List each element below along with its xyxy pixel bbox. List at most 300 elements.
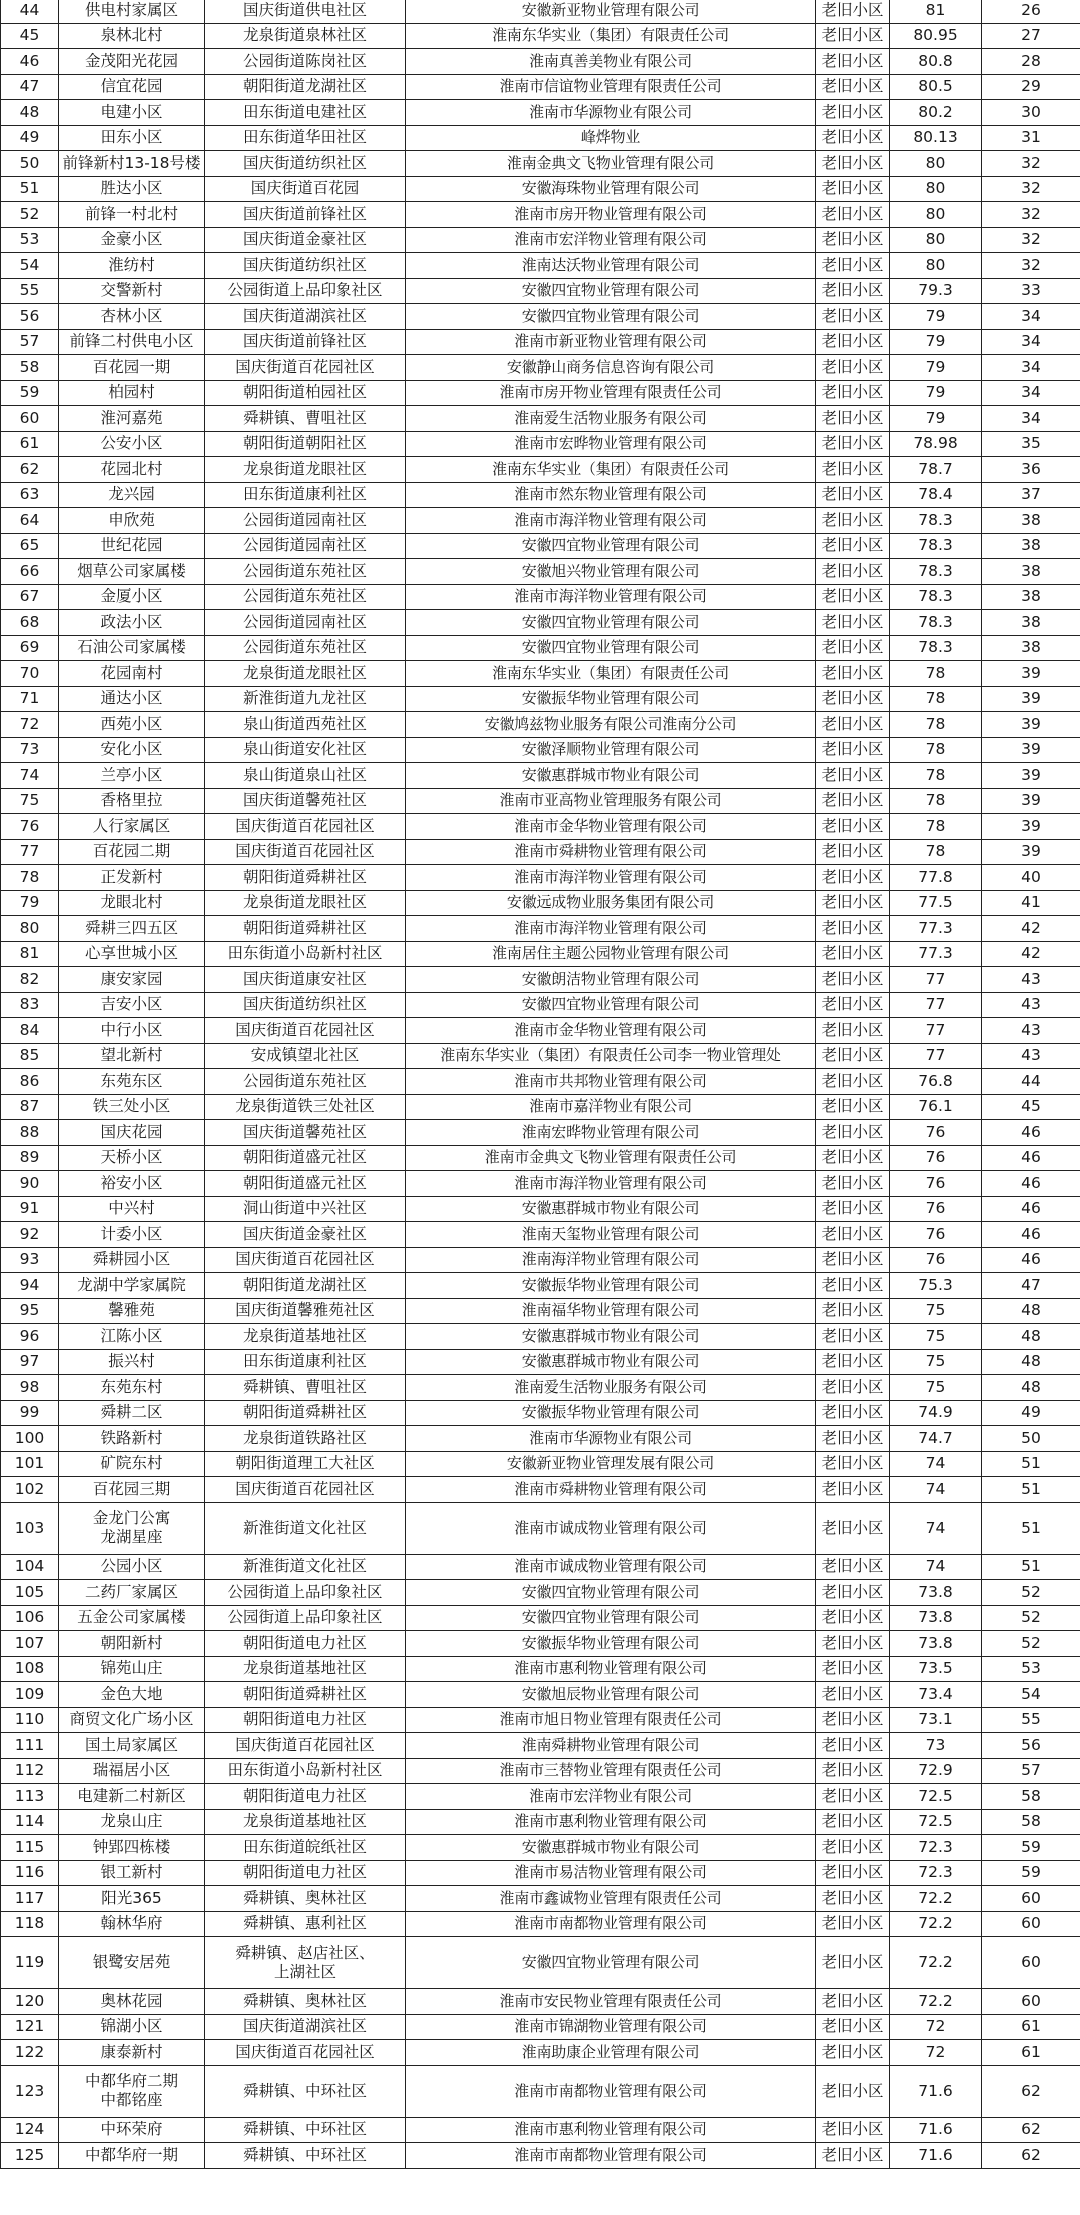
rank-cell: 43: [982, 992, 1080, 1018]
street-community-cell: 国庆街道纺织社区: [205, 253, 406, 279]
category-cell: 老旧小区: [816, 533, 890, 559]
category-cell: 老旧小区: [816, 2143, 890, 2169]
property-company-cell: 淮南市三替物业管理有限责任公司: [406, 1758, 816, 1784]
community-name-cell: 申欣苑: [59, 508, 205, 534]
row-number-cell: 103: [1, 1502, 59, 1554]
rank-cell: 39: [982, 686, 1080, 712]
rank-cell: 30: [982, 100, 1080, 126]
row-number-cell: 50: [1, 151, 59, 177]
property-company-cell: 安徽新亚物业管理有限公司: [406, 0, 816, 23]
table-row: [1, 1682, 1080, 1708]
row-number-cell: 73: [1, 737, 59, 763]
table-row: [1, 1937, 1080, 1989]
score-cell: 71.6: [890, 2143, 982, 2169]
table-row: [1, 992, 1080, 1018]
rank-cell: 46: [982, 1171, 1080, 1197]
score-cell: 75: [890, 1375, 982, 1401]
property-company-cell: 安徽四宜物业管理有限公司: [406, 635, 816, 661]
street-community-cell: 国庆街道百花园社区: [205, 355, 406, 381]
street-community-cell: 舜耕镇、赵店社区、 上湖社区: [205, 1937, 406, 1989]
table-row: [1, 1758, 1080, 1784]
rank-cell: 62: [982, 2143, 1080, 2169]
street-community-cell: 公园街道东苑社区: [205, 635, 406, 661]
community-name-cell: 东苑东村: [59, 1375, 205, 1401]
row-number-cell: 56: [1, 304, 59, 330]
row-number-cell: 53: [1, 227, 59, 253]
rank-cell: 58: [982, 1809, 1080, 1835]
score-cell: 76.1: [890, 1094, 982, 1120]
rank-cell: 32: [982, 176, 1080, 202]
row-number-cell: 58: [1, 355, 59, 381]
rank-cell: 32: [982, 151, 1080, 177]
row-number-cell: 85: [1, 1043, 59, 1069]
community-name-cell: 电建新二村新区: [59, 1784, 205, 1810]
property-company-cell: 淮南市金华物业管理有限公司: [406, 1018, 816, 1044]
community-name-cell: 金茂阳光花园: [59, 49, 205, 75]
category-cell: 老旧小区: [816, 1094, 890, 1120]
category-cell: 老旧小区: [816, 23, 890, 49]
property-company-cell: 淮南居住主题公园物业管理有限公司: [406, 941, 816, 967]
street-community-cell: 国庆街道百花园社区: [205, 839, 406, 865]
row-number-cell: 66: [1, 559, 59, 585]
property-company-cell: 淮南东华实业（集团）有限责任公司: [406, 457, 816, 483]
property-company-cell: 淮南市宏洋物业管理有限公司: [406, 227, 816, 253]
property-company-cell: 淮南天玺物业管理有限公司: [406, 1222, 816, 1248]
property-company-cell: 淮南市然东物业管理有限公司: [406, 482, 816, 508]
street-community-cell: 龙泉街道铁三处社区: [205, 1094, 406, 1120]
property-company-cell: 淮南市舜耕物业管理有限公司: [406, 1477, 816, 1503]
row-number-cell: 69: [1, 635, 59, 661]
table-row: [1, 1580, 1080, 1606]
row-number-cell: 64: [1, 508, 59, 534]
community-name-cell: 石油公司家属楼: [59, 635, 205, 661]
property-company-cell: 淮南市房开物业管理有限责任公司: [406, 380, 816, 406]
property-company-cell: 安徽四宜物业管理有限公司: [406, 533, 816, 559]
community-name-cell: 奥林花园: [59, 1989, 205, 2015]
street-community-cell: 朝阳街道龙湖社区: [205, 74, 406, 100]
score-cell: 78: [890, 712, 982, 738]
row-number-cell: 121: [1, 2014, 59, 2040]
community-name-cell: 翰林华府: [59, 1911, 205, 1937]
property-company-cell: 淮南助康企业管理有限公司: [406, 2040, 816, 2066]
community-name-cell: 前锋二村供电小区: [59, 329, 205, 355]
category-cell: 老旧小区: [816, 508, 890, 534]
property-company-cell: 淮南市南都物业管理有限公司: [406, 1911, 816, 1937]
property-company-cell: 安徽静山商务信息咨询有限公司: [406, 355, 816, 381]
score-cell: 73.8: [890, 1631, 982, 1657]
score-cell: 78: [890, 839, 982, 865]
community-name-cell: 龙兴园: [59, 482, 205, 508]
rank-cell: 46: [982, 1120, 1080, 1146]
street-community-cell: 朝阳街道电力社区: [205, 1707, 406, 1733]
street-community-cell: 公园街道东苑社区: [205, 559, 406, 585]
table-row: [1, 1631, 1080, 1657]
community-name-cell: 金色大地: [59, 1682, 205, 1708]
street-community-cell: 国庆街道百花园社区: [205, 2040, 406, 2066]
table-row: [1, 1886, 1080, 1912]
row-number-cell: 94: [1, 1273, 59, 1299]
rank-cell: 43: [982, 1043, 1080, 1069]
table-row: [1, 1298, 1080, 1324]
street-community-cell: 国庆街道纺织社区: [205, 992, 406, 1018]
property-company-cell: 淮南市嘉洋物业有限公司: [406, 1094, 816, 1120]
category-cell: 老旧小区: [816, 1400, 890, 1426]
community-name-cell: 金豪小区: [59, 227, 205, 253]
score-cell: 78.3: [890, 610, 982, 636]
row-number-cell: 118: [1, 1911, 59, 1937]
street-community-cell: 公园街道园南社区: [205, 610, 406, 636]
category-cell: 老旧小区: [816, 1247, 890, 1273]
score-cell: 73.1: [890, 1707, 982, 1733]
category-cell: 老旧小区: [816, 610, 890, 636]
community-name-cell: 锦苑山庄: [59, 1656, 205, 1682]
property-company-cell: 淮南市南都物业管理有限公司: [406, 2143, 816, 2169]
row-number-cell: 86: [1, 1069, 59, 1095]
street-community-cell: 新淮街道文化社区: [205, 1554, 406, 1580]
row-number-cell: 100: [1, 1426, 59, 1452]
rank-cell: 61: [982, 2040, 1080, 2066]
property-company-cell: 安徽振华物业管理有限公司: [406, 1400, 816, 1426]
rank-cell: 36: [982, 457, 1080, 483]
street-community-cell: 公园街道上品印象社区: [205, 1580, 406, 1606]
community-name-cell: 正发新村: [59, 865, 205, 891]
property-company-cell: 淮南舜耕物业管理有限公司: [406, 1733, 816, 1759]
row-number-cell: 104: [1, 1554, 59, 1580]
row-number-cell: 123: [1, 2065, 59, 2117]
rank-cell: 60: [982, 1911, 1080, 1937]
score-cell: 76: [890, 1196, 982, 1222]
community-name-cell: 计委小区: [59, 1222, 205, 1248]
score-cell: 72.5: [890, 1784, 982, 1810]
table-row: [1, 890, 1080, 916]
score-cell: 72.3: [890, 1860, 982, 1886]
street-community-cell: 朝阳街道龙湖社区: [205, 1273, 406, 1299]
community-name-cell: 振兴村: [59, 1349, 205, 1375]
row-number-cell: 71: [1, 686, 59, 712]
property-company-cell: 安徽四宜物业管理有限公司: [406, 610, 816, 636]
community-name-cell: 百花园一期: [59, 355, 205, 381]
score-cell: 81: [890, 0, 982, 23]
community-name-cell: 人行家属区: [59, 814, 205, 840]
street-community-cell: 朝阳街道理工大社区: [205, 1451, 406, 1477]
score-cell: 78: [890, 737, 982, 763]
community-name-cell: 柏园村: [59, 380, 205, 406]
property-company-cell: 淮南市华源物业有限公司: [406, 1426, 816, 1452]
rank-cell: 52: [982, 1580, 1080, 1606]
table-row: [1, 1349, 1080, 1375]
rank-cell: 39: [982, 788, 1080, 814]
row-number-cell: 112: [1, 1758, 59, 1784]
community-name-cell: 裕安小区: [59, 1171, 205, 1197]
table-row: [1, 1477, 1080, 1503]
score-cell: 80.2: [890, 100, 982, 126]
table-row: [1, 1451, 1080, 1477]
rank-cell: 38: [982, 559, 1080, 585]
row-number-cell: 105: [1, 1580, 59, 1606]
street-community-cell: 公园街道园南社区: [205, 508, 406, 534]
rank-cell: 60: [982, 1989, 1080, 2015]
community-name-cell: 公安小区: [59, 431, 205, 457]
table-row: [1, 967, 1080, 993]
category-cell: 老旧小区: [816, 1196, 890, 1222]
community-name-cell: 中环荣府: [59, 2117, 205, 2143]
street-community-cell: 国庆街道百花园社区: [205, 1018, 406, 1044]
category-cell: 老旧小区: [816, 788, 890, 814]
property-company-cell: 淮南市鑫诚物业管理有限责任公司: [406, 1886, 816, 1912]
property-company-cell: 淮南东华实业（集团）有限责任公司: [406, 23, 816, 49]
community-name-cell: 铁三处小区: [59, 1094, 205, 1120]
score-cell: 73.8: [890, 1605, 982, 1631]
rank-cell: 38: [982, 610, 1080, 636]
row-number-cell: 93: [1, 1247, 59, 1273]
row-number-cell: 97: [1, 1349, 59, 1375]
table-row: [1, 1324, 1080, 1350]
community-name-cell: 中兴村: [59, 1196, 205, 1222]
score-cell: 79.3: [890, 278, 982, 304]
table-row: [1, 1989, 1080, 2015]
category-cell: 老旧小区: [816, 151, 890, 177]
category-cell: 老旧小区: [816, 1375, 890, 1401]
table-row: [1, 1707, 1080, 1733]
street-community-cell: 国庆街道康安社区: [205, 967, 406, 993]
street-community-cell: 龙泉街道铁路社区: [205, 1426, 406, 1452]
row-number-cell: 107: [1, 1631, 59, 1657]
row-number-cell: 106: [1, 1605, 59, 1631]
category-cell: 老旧小区: [816, 1656, 890, 1682]
category-cell: 老旧小区: [816, 1018, 890, 1044]
rank-cell: 50: [982, 1426, 1080, 1452]
score-cell: 80: [890, 202, 982, 228]
community-name-cell: 信宜花园: [59, 74, 205, 100]
row-number-cell: 61: [1, 431, 59, 457]
street-community-cell: 龙泉街道基地社区: [205, 1324, 406, 1350]
score-cell: 76: [890, 1145, 982, 1171]
community-name-cell: 铁路新村: [59, 1426, 205, 1452]
street-community-cell: 泉山街道安化社区: [205, 737, 406, 763]
property-company-cell: 安徽振华物业管理有限公司: [406, 686, 816, 712]
category-cell: 老旧小区: [816, 712, 890, 738]
category-cell: 老旧小区: [816, 1349, 890, 1375]
street-community-cell: 朝阳街道电力社区: [205, 1860, 406, 1886]
category-cell: 老旧小区: [816, 967, 890, 993]
category-cell: 老旧小区: [816, 1324, 890, 1350]
table-row: [1, 1400, 1080, 1426]
community-name-cell: 龙泉山庄: [59, 1809, 205, 1835]
category-cell: 老旧小区: [816, 992, 890, 1018]
row-number-cell: 76: [1, 814, 59, 840]
rank-cell: 58: [982, 1784, 1080, 1810]
row-number-cell: 108: [1, 1656, 59, 1682]
community-name-cell: 世纪花园: [59, 533, 205, 559]
score-cell: 80: [890, 151, 982, 177]
score-cell: 72.3: [890, 1835, 982, 1861]
category-cell: 老旧小区: [816, 202, 890, 228]
row-number-cell: 80: [1, 916, 59, 942]
table-row: [1, 100, 1080, 126]
score-cell: 77: [890, 992, 982, 1018]
row-number-cell: 92: [1, 1222, 59, 1248]
table-row: [1, 839, 1080, 865]
street-community-cell: 国庆街道馨苑社区: [205, 1120, 406, 1146]
property-company-cell: 淮南市房开物业管理有限公司: [406, 202, 816, 228]
street-community-cell: 国庆街道馨苑社区: [205, 788, 406, 814]
street-community-cell: 舜耕镇、中环社区: [205, 2117, 406, 2143]
score-cell: 78: [890, 661, 982, 687]
street-community-cell: 公园街道上品印象社区: [205, 278, 406, 304]
score-cell: 74.7: [890, 1426, 982, 1452]
property-company-cell: 安徽四宜物业管理有限公司: [406, 1580, 816, 1606]
category-cell: 老旧小区: [816, 686, 890, 712]
category-cell: 老旧小区: [816, 227, 890, 253]
category-cell: 老旧小区: [816, 737, 890, 763]
table-row: [1, 814, 1080, 840]
score-cell: 72: [890, 2014, 982, 2040]
street-community-cell: 田东街道华田社区: [205, 125, 406, 151]
table-row: [1, 2014, 1080, 2040]
property-company-cell: 安徽新亚物业管理发展有限公司: [406, 1451, 816, 1477]
rank-cell: 32: [982, 253, 1080, 279]
table-row: [1, 712, 1080, 738]
table-row: [1, 1835, 1080, 1861]
score-cell: 76.8: [890, 1069, 982, 1095]
table-row: [1, 202, 1080, 228]
score-cell: 74: [890, 1477, 982, 1503]
table-row: [1, 686, 1080, 712]
community-name-cell: 心享世城小区: [59, 941, 205, 967]
row-number-cell: 46: [1, 49, 59, 75]
rank-cell: 51: [982, 1502, 1080, 1554]
category-cell: 老旧小区: [816, 1120, 890, 1146]
property-company-cell: 安徽惠群城市物业有限公司: [406, 1196, 816, 1222]
property-company-cell: 淮南东华实业（集团）有限责任公司李一物业管理处: [406, 1043, 816, 1069]
category-cell: 老旧小区: [816, 457, 890, 483]
property-company-cell: 淮南市海洋物业管理有限公司: [406, 1171, 816, 1197]
table-row: [1, 1911, 1080, 1937]
community-name-cell: 安化小区: [59, 737, 205, 763]
community-name-cell: 公园小区: [59, 1554, 205, 1580]
score-cell: 75: [890, 1349, 982, 1375]
table-row: [1, 1171, 1080, 1197]
row-number-cell: 68: [1, 610, 59, 636]
street-community-cell: 国庆街道百花园社区: [205, 1477, 406, 1503]
score-cell: 77.8: [890, 865, 982, 891]
street-community-cell: 朝阳街道舜耕社区: [205, 865, 406, 891]
street-community-cell: 朝阳街道盛元社区: [205, 1145, 406, 1171]
category-cell: 老旧小区: [816, 1145, 890, 1171]
community-name-cell: 银鹭安居苑: [59, 1937, 205, 1989]
property-company-cell: 淮南金典文飞物业管理有限公司: [406, 151, 816, 177]
category-cell: 老旧小区: [816, 814, 890, 840]
rank-cell: 59: [982, 1860, 1080, 1886]
rank-cell: 34: [982, 355, 1080, 381]
row-number-cell: 70: [1, 661, 59, 687]
street-community-cell: 舜耕镇、曹咀社区: [205, 406, 406, 432]
street-community-cell: 公园街道上品印象社区: [205, 1605, 406, 1631]
street-community-cell: 公园街道陈岗社区: [205, 49, 406, 75]
row-number-cell: 91: [1, 1196, 59, 1222]
table-row: [1, 763, 1080, 789]
row-number-cell: 65: [1, 533, 59, 559]
street-community-cell: 新淮街道文化社区: [205, 1502, 406, 1554]
table-row: [1, 2117, 1080, 2143]
community-name-cell: 百花园三期: [59, 1477, 205, 1503]
rank-cell: 48: [982, 1298, 1080, 1324]
street-community-cell: 国庆街道纺织社区: [205, 151, 406, 177]
row-number-cell: 77: [1, 839, 59, 865]
category-cell: 老旧小区: [816, 1835, 890, 1861]
rank-cell: 39: [982, 763, 1080, 789]
rank-cell: 46: [982, 1222, 1080, 1248]
property-company-cell: 淮南市华源物业有限公司: [406, 100, 816, 126]
property-company-cell: 安徽朗洁物业管理有限公司: [406, 967, 816, 993]
street-community-cell: 舜耕镇、中环社区: [205, 2143, 406, 2169]
score-cell: 73.5: [890, 1656, 982, 1682]
street-community-cell: 朝阳街道盛元社区: [205, 1171, 406, 1197]
table-row: [1, 2065, 1080, 2117]
street-community-cell: 朝阳街道舜耕社区: [205, 1400, 406, 1426]
table-row: [1, 176, 1080, 202]
rank-cell: 42: [982, 941, 1080, 967]
table-row: [1, 304, 1080, 330]
category-cell: 老旧小区: [816, 431, 890, 457]
score-cell: 77: [890, 1043, 982, 1069]
street-community-cell: 田东街道小岛新村社区: [205, 1758, 406, 1784]
score-cell: 79: [890, 304, 982, 330]
property-company-cell: 淮南市舜耕物业管理有限公司: [406, 839, 816, 865]
community-name-cell: 政法小区: [59, 610, 205, 636]
category-cell: 老旧小区: [816, 176, 890, 202]
community-name-cell: 康泰新村: [59, 2040, 205, 2066]
table-row: [1, 23, 1080, 49]
street-community-cell: 舜耕镇、惠利社区: [205, 1911, 406, 1937]
rank-cell: 34: [982, 406, 1080, 432]
score-cell: 78.3: [890, 508, 982, 534]
category-cell: 老旧小区: [816, 1707, 890, 1733]
score-cell: 80: [890, 253, 982, 279]
community-name-cell: 前锋新村13-18号楼: [59, 151, 205, 177]
rank-cell: 56: [982, 1733, 1080, 1759]
category-cell: 老旧小区: [816, 763, 890, 789]
table-row: [1, 533, 1080, 559]
score-cell: 72.5: [890, 1809, 982, 1835]
street-community-cell: 朝阳街道电力社区: [205, 1631, 406, 1657]
rank-cell: 55: [982, 1707, 1080, 1733]
row-number-cell: 125: [1, 2143, 59, 2169]
category-cell: 老旧小区: [816, 278, 890, 304]
property-company-cell: 安徽惠群城市物业有限公司: [406, 1349, 816, 1375]
category-cell: 老旧小区: [816, 1426, 890, 1452]
category-cell: 老旧小区: [816, 1989, 890, 2015]
category-cell: 老旧小区: [816, 2014, 890, 2040]
street-community-cell: 舜耕镇、奥林社区: [205, 1886, 406, 1912]
property-company-cell: 安徽鸠兹物业服务有限公司淮南分公司: [406, 712, 816, 738]
score-cell: 78.7: [890, 457, 982, 483]
rank-cell: 34: [982, 304, 1080, 330]
rank-cell: 51: [982, 1451, 1080, 1477]
row-number-cell: 115: [1, 1835, 59, 1861]
score-cell: 77: [890, 967, 982, 993]
rank-cell: 41: [982, 890, 1080, 916]
score-cell: 78.3: [890, 584, 982, 610]
table-row: [1, 278, 1080, 304]
category-cell: 老旧小区: [816, 1758, 890, 1784]
table-row: [1, 74, 1080, 100]
rank-cell: 53: [982, 1656, 1080, 1682]
rank-cell: 43: [982, 967, 1080, 993]
property-company-cell: 淮南爱生活物业服务有限公司: [406, 406, 816, 432]
table-row: [1, 1502, 1080, 1554]
rank-cell: 62: [982, 2065, 1080, 2117]
